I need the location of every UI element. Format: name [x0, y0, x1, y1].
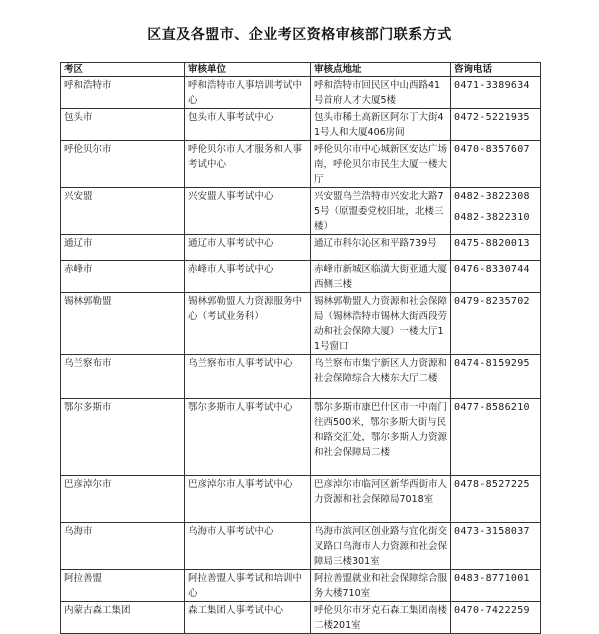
phone-number: 0472-5221935 — [454, 112, 530, 123]
cell-unit: 通辽市人事考试中心 — [185, 235, 311, 261]
header-area: 考区 — [61, 63, 185, 77]
table-row — [61, 77, 541, 109]
cell-address: 鄂尔多斯市康巴什区市一中南门往西500米，鄂尔多斯大街与民和路交汇处，鄂尔多斯人力资源和社会保障局二楼 — [311, 399, 451, 476]
cell-area: 锡林郭勒盟 — [61, 293, 185, 355]
cell-address: 通辽市科尔沁区和平路739号 — [311, 235, 451, 261]
cell-phone — [451, 355, 541, 399]
cell-area: 呼和浩特市 — [61, 77, 185, 109]
cell-unit: 森工集团人事考试中心 — [185, 602, 311, 634]
cell-area: 包头市 — [61, 109, 185, 141]
phone-number: 0473-3158037 — [454, 526, 530, 537]
phone-number: 0471-3389634 — [454, 80, 530, 91]
table-row — [61, 235, 541, 261]
cell-phone — [451, 476, 541, 523]
cell-unit: 鄂尔多斯市人事考试中心 — [185, 399, 311, 476]
cell-address: 包头市稀土高新区阿尔丁大街41号人和大厦406房间 — [311, 109, 451, 141]
header-address: 审核点地址 — [311, 63, 451, 77]
table-row — [61, 293, 541, 355]
cell-address: 呼伦贝尔市牙克石森工集团南楼二楼201室 — [311, 602, 451, 634]
cell-phone — [451, 77, 541, 109]
cell-area: 呼伦贝尔市 — [61, 141, 185, 188]
cell-address: 锡林郭勒盟人力资源和社会保障局（锡林浩特市锡林大街西段劳动和社会保障大厦）一楼大厅11号窗口 — [311, 293, 451, 355]
cell-phone — [451, 188, 541, 235]
cell-address: 兴安盟乌兰浩特市兴安北大路75号（原盟委党校旧址，北楼三楼） — [311, 188, 451, 235]
table-row — [61, 399, 541, 476]
phone-number: 0478-8527225 — [454, 479, 530, 490]
cell-unit: 乌海市人事考试中心 — [185, 523, 311, 570]
cell-address: 呼和浩特市回民区中山西路41号首府人才大厦5楼 — [311, 77, 451, 109]
cell-unit: 兴安盟人事考试中心 — [185, 188, 311, 235]
cell-phone — [451, 141, 541, 188]
cell-unit: 包头市人事考试中心 — [185, 109, 311, 141]
header-phone: 咨询电话 — [451, 63, 541, 77]
phone-number: 0482-3822308 — [454, 191, 530, 202]
cell-phone — [451, 523, 541, 570]
cell-address: 巴彦淖尔市临河区新华西街市人力资源和社会保障局7018室 — [311, 476, 451, 523]
cell-unit: 锡林郭勒盟人力资源服务中心（考试业务科） — [185, 293, 311, 355]
cell-address: 乌海市滨河区创业路与宜化街交叉路口乌海市人力资源和社会保障局三楼301室 — [311, 523, 451, 570]
phone-number: 0477-8586210 — [454, 402, 530, 413]
cell-area: 鄂尔多斯市 — [61, 399, 185, 476]
table-row — [61, 109, 541, 141]
cell-phone — [451, 293, 541, 355]
table-row — [61, 523, 541, 570]
cell-address: 阿拉善盟就业和社会保障综合服务大楼710室 — [311, 570, 451, 602]
cell-area: 巴彦淖尔市 — [61, 476, 185, 523]
cell-unit: 赤峰市人事考试中心 — [185, 261, 311, 293]
phone-number: 0470-8357607 — [454, 144, 530, 155]
cell-area: 兴安盟 — [61, 188, 185, 235]
cell-area: 乌海市 — [61, 523, 185, 570]
cell-area: 乌兰察布市 — [61, 355, 185, 399]
phone-number: 0476-8330744 — [454, 264, 530, 275]
cell-phone — [451, 602, 541, 634]
table-row — [61, 476, 541, 523]
phone-number: 0470-7422259 — [454, 605, 530, 616]
contact-table — [60, 62, 541, 634]
cell-area: 内蒙古森工集团 — [61, 602, 185, 634]
table-row — [61, 570, 541, 602]
phone-number: 0474-8159295 — [454, 358, 530, 369]
cell-address: 赤峰市新城区临潢大街亚通大厦西侧三楼 — [311, 261, 451, 293]
table-header-row — [61, 63, 541, 77]
cell-area: 通辽市 — [61, 235, 185, 261]
page-title: 区直及各盟市、企业考区资格审核部门联系方式 — [147, 27, 452, 43]
header-unit: 审核单位 — [185, 63, 311, 77]
cell-phone — [451, 399, 541, 476]
phone-number: 0483-8771001 — [454, 573, 530, 584]
table-row — [61, 188, 541, 235]
cell-area: 赤峰市 — [61, 261, 185, 293]
cell-unit: 呼伦贝尔市人才服务和人事考试中心 — [185, 141, 311, 188]
table-row — [61, 355, 541, 399]
cell-phone — [451, 570, 541, 602]
cell-unit: 呼和浩特市人事培训考试中心 — [185, 77, 311, 109]
cell-phone — [451, 261, 541, 293]
cell-unit: 阿拉善盟人事考试和培训中心 — [185, 570, 311, 602]
phone-number: 0479-8235702 — [454, 296, 530, 307]
cell-address: 乌兰察布市集宁新区人力资源和社会保障综合大楼东大厅二楼 — [311, 355, 451, 399]
cell-unit: 乌兰察布市人事考试中心 — [185, 355, 311, 399]
table-row — [61, 261, 541, 293]
cell-phone — [451, 235, 541, 261]
cell-area: 阿拉善盟 — [61, 570, 185, 602]
cell-address: 呼伦贝尔市中心城新区安达广场南，呼伦贝尔市民生大厦一楼大厅 — [311, 141, 451, 188]
cell-unit: 巴彦淖尔市人事考试中心 — [185, 476, 311, 523]
phone-number: 0482-3822310 — [454, 212, 530, 223]
phone-number: 0475-8820013 — [454, 238, 530, 249]
table-row — [61, 602, 541, 634]
table-row — [61, 141, 541, 188]
cell-phone — [451, 109, 541, 141]
table-body — [61, 77, 541, 634]
